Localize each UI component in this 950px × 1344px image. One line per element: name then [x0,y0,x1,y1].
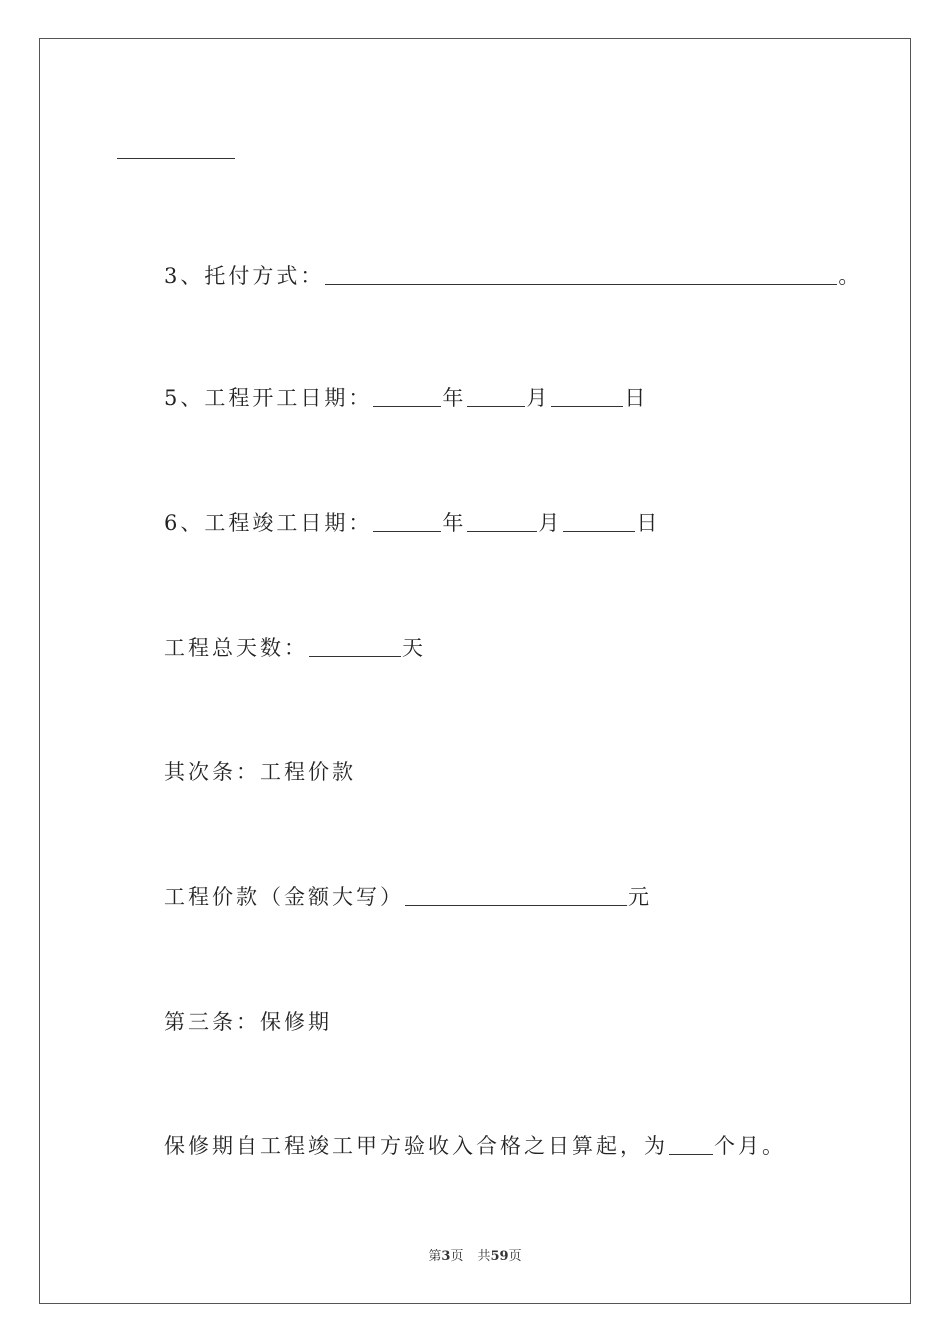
start-date-label: 5、工程开工日期： [164,386,373,410]
total-days-blank[interactable] [309,638,401,657]
end-year-unit: 年 [442,511,467,535]
page-footer [0,1248,950,1266]
start-year-blank[interactable] [373,388,441,407]
end-day-unit: 日 [636,511,661,535]
total-days-unit: 天 [402,636,426,660]
warranty-label: 保修期自工程竣工甲方验收入合格之日算起，为 [164,1134,668,1158]
start-year-unit: 年 [442,386,467,410]
article-three-heading-text: 第三条：保修期 [164,1010,332,1034]
warranty-months-blank[interactable] [669,1136,713,1155]
price-unit: 元 [628,885,652,909]
total-pages: 59 [490,1249,509,1264]
warranty-line [164,1132,786,1160]
end-month-blank[interactable] [467,513,537,532]
price-blank[interactable] [405,887,627,906]
price-label: 工程价款（金额大写） [164,885,404,909]
start-month-blank[interactable] [467,388,525,407]
end-month-unit: 月 [538,511,563,535]
end-date-line [164,509,660,537]
article-two-heading [164,758,356,786]
start-day-unit: 日 [624,386,649,410]
page-number: 3 [441,1249,451,1264]
end-date-label: 6、工程竣工日期： [164,511,373,535]
page-label-post: 页 [450,1249,464,1264]
page-label-pre: 第 [428,1249,442,1264]
total-label-pre: 共 [477,1249,491,1264]
end-day-blank[interactable] [563,513,635,532]
start-month-unit: 月 [526,386,551,410]
start-day-blank[interactable] [551,388,623,407]
start-date-line [164,384,648,412]
top-underline [117,158,235,159]
price-line [164,883,652,911]
payment-method-blank[interactable] [325,266,837,285]
end-year-blank[interactable] [373,513,441,532]
total-label-post: 页 [508,1249,522,1264]
warranty-unit: 个月。 [714,1134,786,1158]
payment-method-line [164,262,862,290]
article-two-heading-text: 其次条：工程价款 [164,760,356,784]
page-frame [39,38,911,1304]
payment-method-suffix: 。 [838,264,863,288]
total-days-label: 工程总天数： [164,636,308,660]
total-days-line [164,634,426,662]
article-three-heading [164,1008,332,1036]
payment-method-label: 3、托付方式： [164,264,325,288]
